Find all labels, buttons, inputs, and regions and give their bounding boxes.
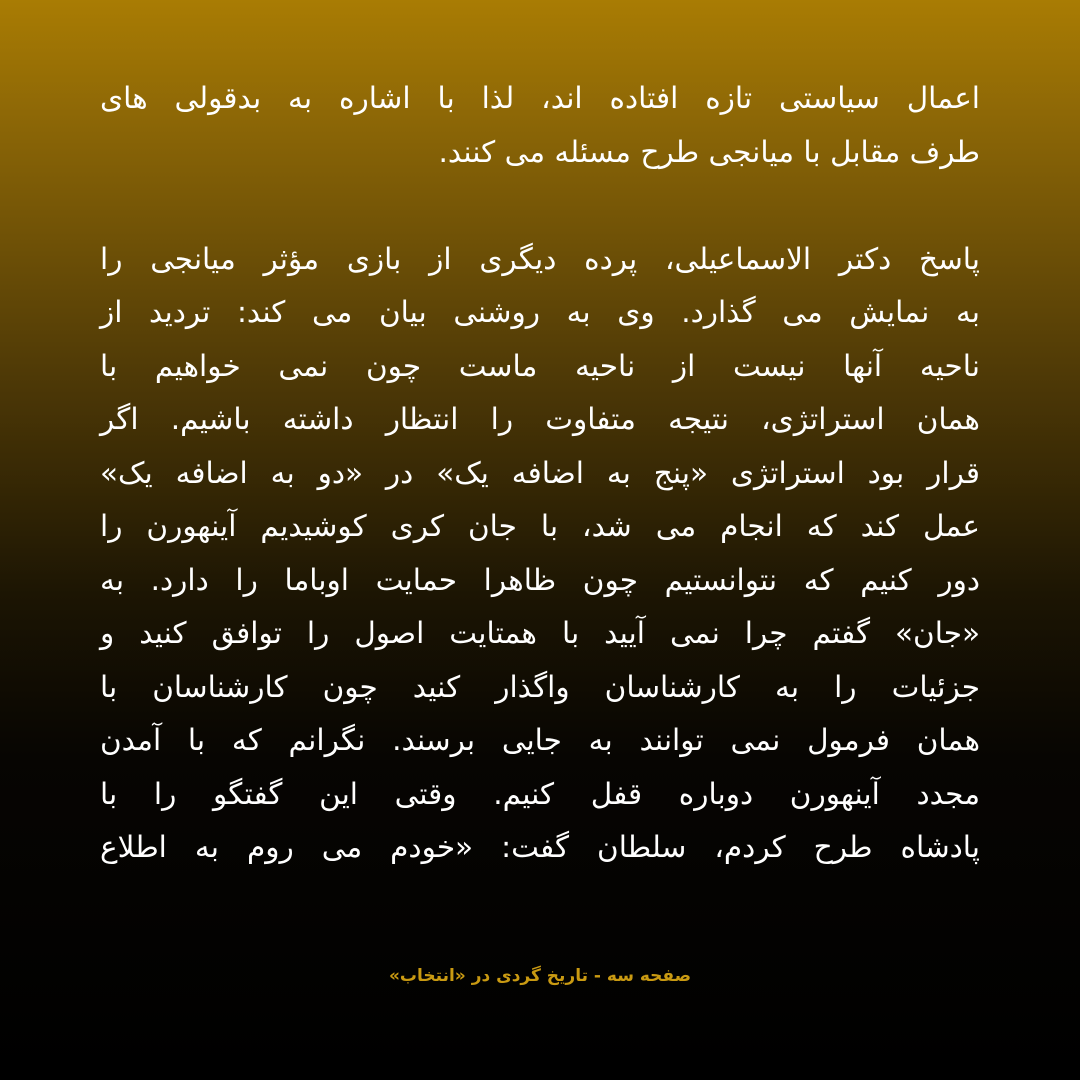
text-line: به نمایش می گذارد. وی به روشنی بیان می کند: تردید از: [100, 295, 980, 329]
text-line: مجدد آینهورن دوباره قفل کنیم. وقتی این گفتگو را با: [100, 776, 980, 811]
page-footer: صفحه سه - تاریخ گردی در «انتخاب»: [388, 966, 692, 986]
text-line: اعمال سیاستی تازه افتاده اند، لذا با اشاره به بدقولی های: [100, 81, 980, 115]
article-body: [100, 72, 980, 875]
text-line: عمل کند که انجام می شد، با جان کری کوشیدیم آینهورن را: [100, 509, 980, 543]
text-line: ناحیه آنها نیست از ناحیه ماست چون نمی خواهیم با: [100, 348, 980, 383]
text-line: «جان» گفتم چرا نمی آیید با همتایت اصول را توافق کنید و: [100, 616, 980, 650]
text-line: همان استراتژی، نتیجه متفاوت را انتظار داشته باشیم. اگر: [100, 402, 980, 436]
paragraph-1: [100, 72, 980, 179]
text-line: قرار بود استراتژی «پنج به اضافه یک» در «دو به اضافه یک»: [100, 455, 980, 490]
text-line: جزئیات را به کارشناسان واگذار کنید چون کارشناسان با: [100, 669, 980, 704]
text-line: پاسخ دکتر الاسماعیلی، پرده دیگری از بازی مؤثر میانجی را: [100, 241, 980, 276]
text-line: دور کنیم که نتوانستیم چون ظاهرا حمایت اوباما را دارد. به: [100, 562, 980, 597]
paragraph-spacer: [100, 179, 980, 233]
text-line: پادشاه طرح کردم، سلطان گفت: «خودم می روم به اطلاع: [100, 830, 980, 864]
text-line: طرف مقابل با میانجی طرح مسئله می کنند.: [438, 134, 980, 169]
text-line: همان فرمول نمی توانند به جایی برسند. نگرانم که با آمدن: [100, 723, 980, 757]
paragraph-2: [100, 233, 980, 875]
